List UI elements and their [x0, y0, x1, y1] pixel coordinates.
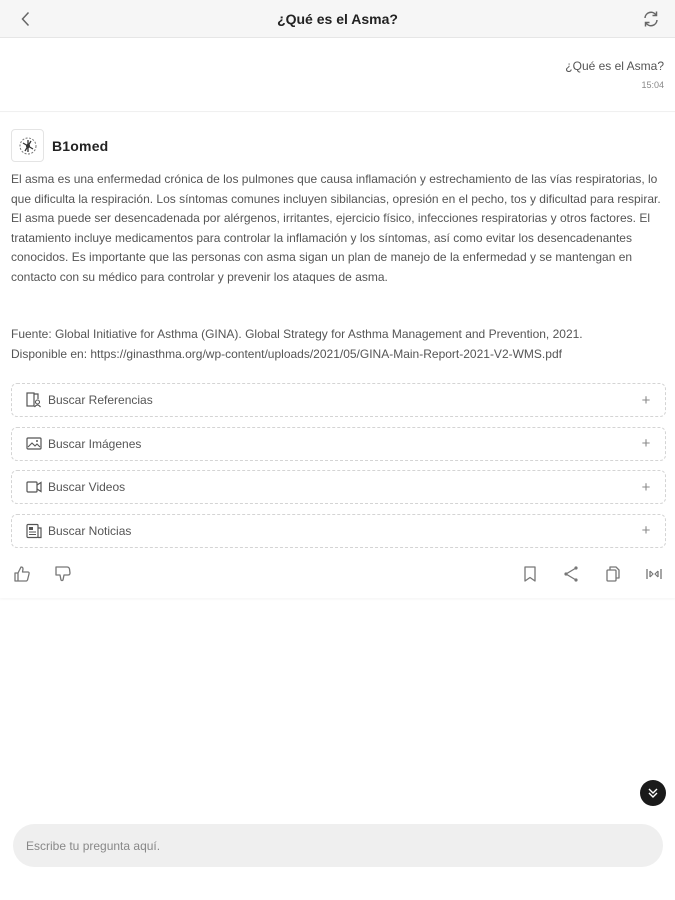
search-references-button[interactable] — [11, 383, 666, 417]
search-option-label: Buscar Imágenes — [48, 436, 142, 451]
bot-header — [11, 129, 108, 162]
share-button[interactable] — [560, 563, 582, 585]
copy-button[interactable] — [602, 563, 624, 585]
answer-actions — [0, 561, 675, 587]
answer-text: El asma es una enfermedad crónica de los pulmones que causa inflamación y estrechamiento de las vías respiratorias, lo que dificulta la respiración. Los síntomas comunes incluyen sibilancias, opresión en el pecho, tos y dificultad para respirar. El asma puede ser desencadenada por alérgenos, irritantes, ejercicio físico, infecciones respiratorias y otros factores. El tratamiento incluye medicamentos para controlar la inflamación y los síntomas, así como evitar los desencadenantes conocidos. Es importante que las personas con asma sigan un plan de manejo de la enfermedad y se mantengan en contacto con su médico para controlar y prevenir los ataques de asma. — [11, 172, 661, 284]
video-icon — [25, 478, 43, 496]
bookmark-button[interactable] — [519, 563, 541, 585]
chevron-left-icon — [16, 9, 36, 29]
plus-icon: + — [641, 391, 651, 409]
bot-avatar — [11, 129, 44, 162]
bookmark-icon — [520, 564, 540, 584]
source-link[interactable]: Disponible en: https://ginasthma.org/wp-content/uploads/2021/05/GINA-Main-Report-2021-V2-WMS.pdf — [11, 346, 562, 361]
share-icon — [561, 564, 581, 584]
read-aloud-button[interactable] — [643, 563, 665, 585]
source-citation — [11, 325, 666, 364]
search-images-button[interactable] — [11, 427, 666, 461]
plus-icon: + — [641, 522, 651, 539]
source-line: Fuente: Global Initiative for Asthma (GINA). Global Strategy for Asthma Management and Prevention, 2021. — [11, 327, 583, 341]
refresh-icon — [641, 9, 661, 29]
thumbs-up-icon — [12, 564, 32, 584]
double-chevron-down-icon — [646, 786, 660, 800]
search-option-label: Buscar Videos — [48, 480, 126, 494]
search-videos-button[interactable] — [11, 470, 666, 504]
b1omed-logo-icon — [17, 135, 39, 157]
question-composer — [13, 824, 663, 867]
refresh-button[interactable] — [641, 9, 661, 29]
plus-icon: + — [641, 435, 651, 452]
references-icon — [25, 391, 43, 409]
bot-name: B1omed — [52, 137, 109, 154]
copy-icon — [603, 564, 623, 584]
plus-icon: + — [641, 478, 651, 496]
back-button[interactable] — [16, 9, 36, 29]
speaker-icon — [644, 564, 664, 584]
like-button[interactable] — [11, 563, 33, 585]
scroll-to-bottom-button[interactable] — [640, 780, 666, 806]
search-option-label: Buscar Referencias — [48, 393, 153, 407]
thumbs-down-icon — [53, 564, 73, 584]
top-bar — [0, 0, 675, 38]
bot-answer-card — [0, 113, 675, 598]
dislike-button[interactable] — [52, 563, 74, 585]
page-title: ¿Qué es el Asma? — [277, 10, 398, 27]
user-message-time: 15:04 — [641, 80, 664, 90]
search-options — [11, 383, 666, 557]
search-option-label: Buscar Noticias — [48, 523, 132, 538]
image-icon — [25, 435, 43, 453]
user-message — [0, 38, 675, 112]
user-message-text: ¿Qué es el Asma? — [565, 59, 664, 73]
news-icon — [25, 522, 43, 540]
question-input[interactable] — [26, 839, 663, 853]
search-news-button[interactable] — [11, 514, 666, 548]
